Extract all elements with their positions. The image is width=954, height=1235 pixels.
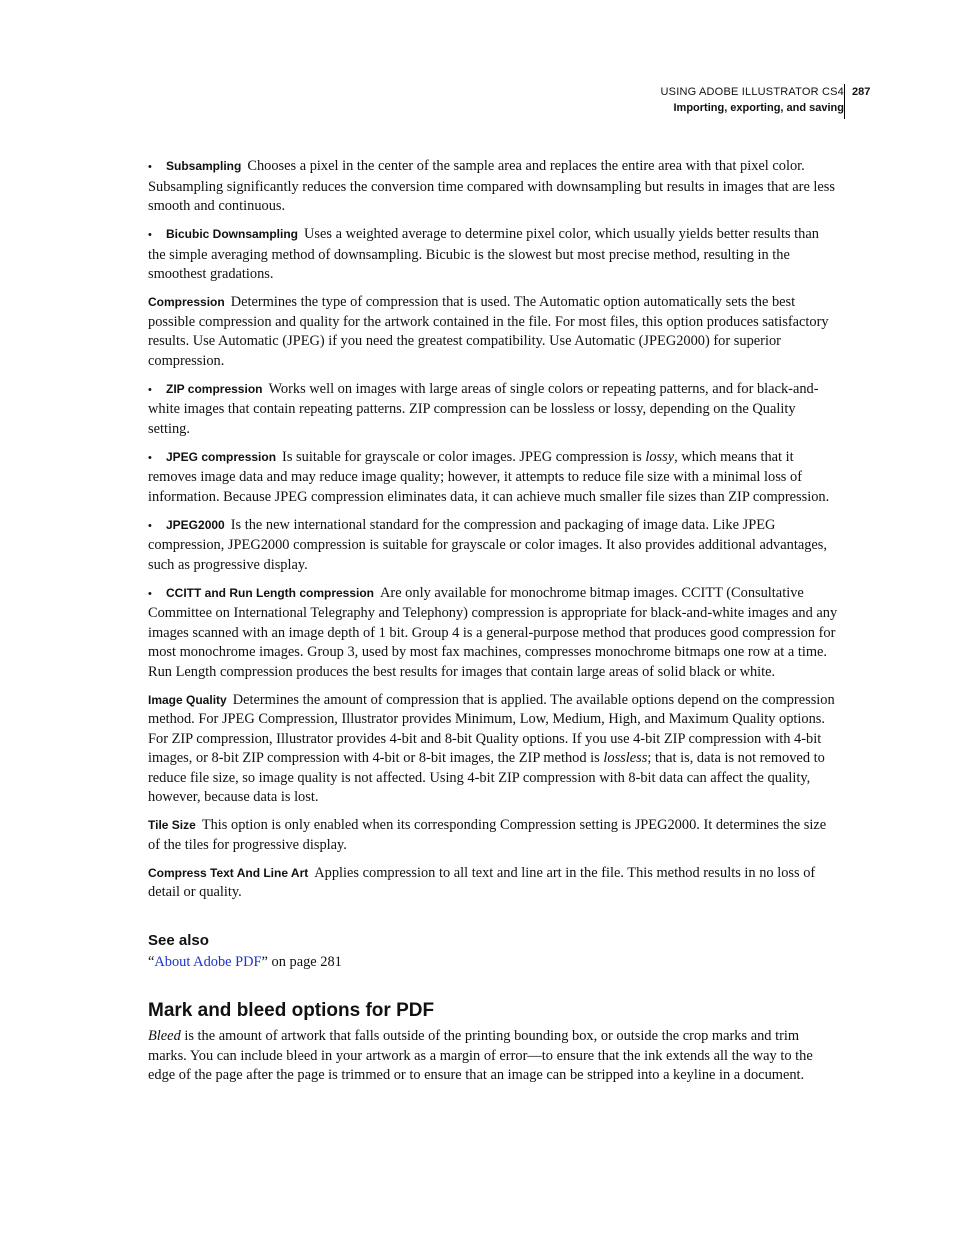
bullet-subsampling [148, 157, 840, 217]
open-quote: “ [148, 953, 155, 970]
term-bicubic: Bicubic Downsampling [166, 227, 299, 241]
page-body [148, 157, 840, 1094]
desc-compress-text: Applies compression to all text and line art in the file. This method results in no loss of detail or quality. [148, 864, 816, 900]
bleed-term: Bleed [148, 1028, 181, 1044]
chapter-title: Importing, exporting, and saving [673, 102, 844, 114]
term-image-quality: Image Quality [148, 692, 227, 707]
desc-subsampling: Chooses a pixel in the center of the sample area and replaces the entire area with that pixel color. Subsampling significantly reduces the conversion time compared with downsampling but results in images that are less smooth and continuous. [148, 158, 836, 214]
see-also-heading: See also [148, 931, 209, 949]
desc-jpeg2000: Is the new international standard for the compression and packaging of image data. Like JPEG compression, JPEG2000 compression is suitable for grayscale or color images. It also provides additional advantages, such as progressive display. [148, 516, 828, 573]
about-adobe-pdf-link[interactable]: About Adobe PDF [154, 953, 262, 970]
page-number: 287 [852, 86, 871, 98]
term-zip: ZIP compression [166, 381, 263, 396]
term-subsampling: Subsampling [166, 159, 242, 173]
desc-tile-size: This option is only enabled when its corresponding Compression setting is JPEG2000. It determines the size of the tiles for progressive display. [148, 817, 827, 853]
bullet-icon: • [148, 587, 152, 600]
term-ccitt: CCITT and Run Length compression [166, 585, 375, 600]
page-reference: ” on page 281 [261, 953, 342, 970]
term-tile-size: Tile Size [148, 818, 196, 832]
term-jpeg: JPEG compression [166, 449, 277, 464]
desc-image-quality-italic: lossless [603, 750, 648, 766]
desc-jpeg-italic: lossy [645, 448, 675, 465]
desc-bicubic: Uses a weighted average to determine pixel color, which usually yields better results than the simple averaging method of downsampling. Bicubic is the slowest but most precise method, resulting in the smoothest gradations. [148, 226, 819, 282]
bullet-jpeg [148, 448, 840, 508]
bleed-description: is the amount of artwork that falls outside of the printing bounding box, or outside the crop marks and trim marks. You can include bleed in your artwork as a margin of error—to ensure that the ink extends all the way to the edge of the page after the page is trimmed or to ensure that an image can be stripped into a keyline in a document. [148, 1028, 813, 1083]
desc-jpeg-part1: Is suitable for grayscale or color images. JPEG compression is [282, 448, 646, 465]
bullet-icon: • [148, 383, 152, 396]
desc-zip: Works well on images with large areas of single colors or repeating patterns, and for black-and-white images that contain repeating patterns. ZIP compression can be lossless or lossy, depending on the Quality setting. [148, 380, 819, 437]
entry-image-quality [148, 691, 840, 808]
see-also-reference [148, 953, 840, 973]
term-compress-text: Compress Text And Line Art [148, 865, 309, 880]
desc-compression: Determines the type of compression that is used. The Automatic option automatically sets the best possible compression and quality for the artwork contained in the file. For most files, this option produces satisfactory results. Use Automatic (JPEG) if you need the greatest compatibility. Use Automatic (JPEG2000) for superior compression. [148, 294, 829, 369]
bullet-bicubic [148, 225, 840, 285]
entry-compression [148, 293, 840, 371]
term-jpeg2000: JPEG2000 [166, 517, 225, 532]
bullet-jpeg2000 [148, 516, 840, 576]
desc-ccitt: Are only available for monochrome bitmap images. CCITT (Consultative Committee on International Telegraphy and Telephony) compression is appropriate for black-and-white images and any images scanned with an image depth of 1 bit. Group 4 is a general-purpose method that produces good compression for most monochrome images. Group 3, used by most fax machines, compresses monochrome bitmaps one row at a time. Run Length compression produces the best results for images that contain large areas of solid black or white. [148, 584, 838, 680]
bullet-icon: • [148, 519, 152, 532]
running-header [661, 84, 844, 116]
bullet-icon: • [148, 451, 152, 464]
desc-image-quality-part1: Determines the amount of compression that is applied. The available options depend on the compression method. For JPEG Compression, Illustrator provides Minimum, Low, Medium, High, and Maximum Quality options. For ZIP compression, Illustrator provides 4-bit and 8-bit Quality options. If you use 4-bit ZIP compression with 4-bit images, or 8-bit ZIP compression with 4-bit or 8-bit images, the ZIP method is [148, 691, 835, 766]
term-compression: Compression [148, 295, 225, 309]
bullet-zip [148, 380, 840, 440]
section-intro [148, 1027, 840, 1086]
bullet-icon: • [148, 161, 152, 173]
bullet-icon: • [148, 229, 152, 241]
entry-compress-text [148, 864, 840, 903]
desc-image-quality-part2: ; that is, data is not removed to reduce file size, so image quality is not affected. Using 4-bit ZIP compression with 8-bit data can affect the quality, however, because data is lost. [148, 750, 825, 805]
guide-title: USING ADOBE ILLUSTRATOR CS4 [660, 86, 844, 98]
desc-jpeg-part2: , which means that it removes image data and may reduce image quality; however, it attempts to reduce file size with a minimal loss of information. Because JPEG compression eliminates data, it can achieve much smaller file sizes than ZIP compression. [148, 448, 830, 505]
section-title: Mark and bleed options for PDF [148, 1000, 435, 1021]
header-divider [844, 84, 845, 119]
entry-tile-size [148, 816, 840, 855]
bullet-ccitt [148, 584, 840, 683]
